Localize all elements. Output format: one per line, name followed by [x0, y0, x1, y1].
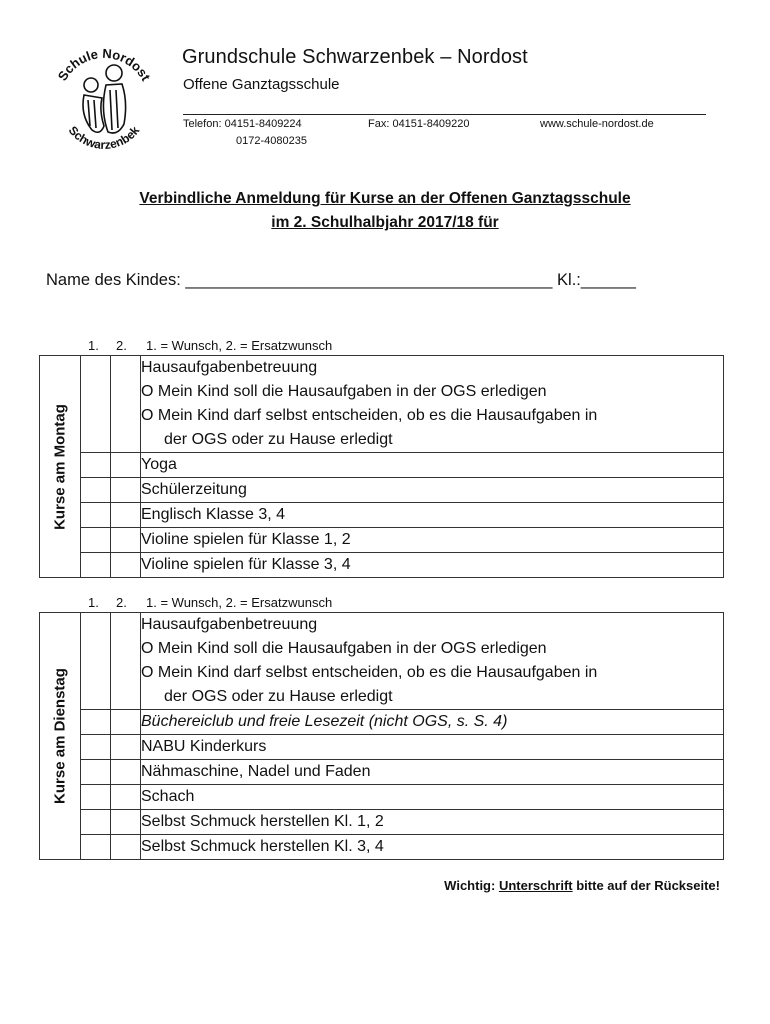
svg-text:Schule Nordost — [55, 46, 154, 84]
second-choice-checkbox[interactable] — [111, 810, 141, 835]
table-row — [40, 478, 724, 503]
homework-cell — [141, 356, 724, 453]
homework-option-2-cont: der OGS oder zu Hause erledigt — [164, 688, 393, 705]
fax-number: Fax: 04151-8409220 — [368, 118, 470, 130]
first-choice-checkbox[interactable] — [81, 478, 111, 503]
homework-title: Hausaufgabenbetreuung — [141, 359, 318, 376]
table-row — [40, 810, 724, 835]
school-logo — [44, 40, 164, 160]
table-row — [40, 735, 724, 760]
table-row — [40, 710, 724, 735]
signature-note — [444, 878, 720, 893]
second-choice-checkbox[interactable] — [111, 760, 141, 785]
school-name: Grundschule Schwarzenbek – Nordost — [182, 46, 528, 68]
table-row — [40, 528, 724, 553]
second-choice-checkbox[interactable] — [111, 503, 141, 528]
col-legend: 1. = Wunsch, 2. = Ersatzwunsch — [146, 338, 333, 353]
first-choice-checkbox[interactable] — [81, 785, 111, 810]
second-choice-checkbox[interactable] — [111, 785, 141, 810]
second-choice-checkbox[interactable] — [111, 528, 141, 553]
course-label: Violine spielen für Klasse 1, 2 — [141, 531, 351, 548]
col-second-choice: 2. — [116, 338, 127, 353]
first-choice-checkbox[interactable] — [81, 735, 111, 760]
website: www.schule-nordost.de — [540, 118, 654, 130]
first-choice-checkbox[interactable] — [81, 356, 111, 453]
col-first-choice: 1. — [88, 338, 99, 353]
table-row — [40, 453, 724, 478]
second-choice-checkbox[interactable] — [111, 553, 141, 578]
table-row — [40, 553, 724, 578]
first-choice-checkbox[interactable] — [81, 710, 111, 735]
second-choice-checkbox[interactable] — [111, 710, 141, 735]
table-row — [40, 356, 724, 453]
note-prefix: Wichtig: — [444, 878, 499, 893]
first-choice-checkbox[interactable] — [81, 613, 111, 710]
course-label: Selbst Schmuck herstellen Kl. 3, 4 — [141, 838, 384, 855]
first-choice-checkbox[interactable] — [81, 503, 111, 528]
tuesday-course-table — [39, 612, 724, 860]
second-choice-checkbox[interactable] — [111, 478, 141, 503]
child-name-field[interactable]: Name des Kindes: ________________________________________ Kl.:______ — [46, 271, 636, 289]
table-row — [40, 503, 724, 528]
homework-option-2[interactable]: O Mein Kind darf selbst entscheiden, ob es die Hausaufgaben in — [141, 407, 598, 424]
first-choice-checkbox[interactable] — [81, 453, 111, 478]
note-suffix: bitte auf der Rückseite! — [572, 878, 720, 893]
second-choice-checkbox[interactable] — [111, 356, 141, 453]
homework-option-2-cont: der OGS oder zu Hause erledigt — [164, 431, 393, 448]
phone-number-2: 0172-4080235 — [236, 135, 307, 147]
homework-option-1[interactable]: O Mein Kind soll die Hausaufgaben in der OGS erledigen — [141, 640, 547, 657]
first-choice-checkbox[interactable] — [81, 810, 111, 835]
homework-cell — [141, 613, 724, 710]
course-label: NABU Kinderkurs — [141, 738, 267, 755]
course-label: Englisch Klasse 3, 4 — [141, 506, 286, 523]
monday-course-table — [39, 355, 724, 578]
course-label: Schach — [141, 788, 195, 805]
homework-option-1[interactable]: O Mein Kind soll die Hausaufgaben in der OGS erledigen — [141, 383, 547, 400]
course-label: Büchereiclub und freie Lesezeit (nicht OGS, s. S. 4) — [141, 713, 508, 730]
phone-number: Telefon: 04151-8409224 — [183, 118, 302, 130]
tuesday-side-label — [40, 613, 81, 860]
table-row — [40, 835, 724, 860]
first-choice-checkbox[interactable] — [81, 553, 111, 578]
second-choice-checkbox[interactable] — [111, 453, 141, 478]
tuesday-label: Kurse am Dienstag — [51, 668, 69, 804]
note-signature-word: Unterschrift — [498, 878, 573, 893]
logo-text-bottom: Schwarzenbek — [65, 123, 143, 152]
monday-side-label — [40, 356, 81, 578]
first-choice-checkbox[interactable] — [81, 528, 111, 553]
course-label: Violine spielen für Klasse 3, 4 — [141, 556, 351, 573]
homework-title: Hausaufgabenbetreuung — [141, 616, 318, 633]
col-second-choice: 2. — [116, 595, 127, 610]
logo-text-top: Schule Nordost — [54, 45, 154, 84]
second-choice-checkbox[interactable] — [111, 613, 141, 710]
col-legend: 1. = Wunsch, 2. = Ersatzwunsch — [146, 595, 333, 610]
form-title-line1: Verbindliche Anmeldung für Kurse an der Offenen Ganztagsschule — [139, 190, 631, 207]
second-choice-checkbox[interactable] — [111, 735, 141, 760]
table-row — [40, 760, 724, 785]
monday-label: Kurse am Montag — [51, 403, 69, 530]
first-choice-checkbox[interactable] — [81, 760, 111, 785]
course-label: Yoga — [141, 456, 177, 473]
form-title-line2: im 2. Schulhalbjahr 2017/18 für — [271, 214, 499, 231]
homework-option-2[interactable]: O Mein Kind darf selbst entscheiden, ob es die Hausaufgaben in — [141, 664, 598, 681]
second-choice-checkbox[interactable] — [111, 835, 141, 860]
letterhead-divider — [183, 114, 706, 115]
table-row — [40, 613, 724, 710]
first-choice-checkbox[interactable] — [81, 835, 111, 860]
course-label: Selbst Schmuck herstellen Kl. 1, 2 — [141, 813, 384, 830]
course-label: Schülerzeitung — [141, 481, 247, 498]
school-type: Offene Ganztagsschule — [183, 76, 340, 93]
col-first-choice: 1. — [88, 595, 99, 610]
table-row — [40, 785, 724, 810]
course-label: Nähmaschine, Nadel und Faden — [141, 763, 371, 780]
